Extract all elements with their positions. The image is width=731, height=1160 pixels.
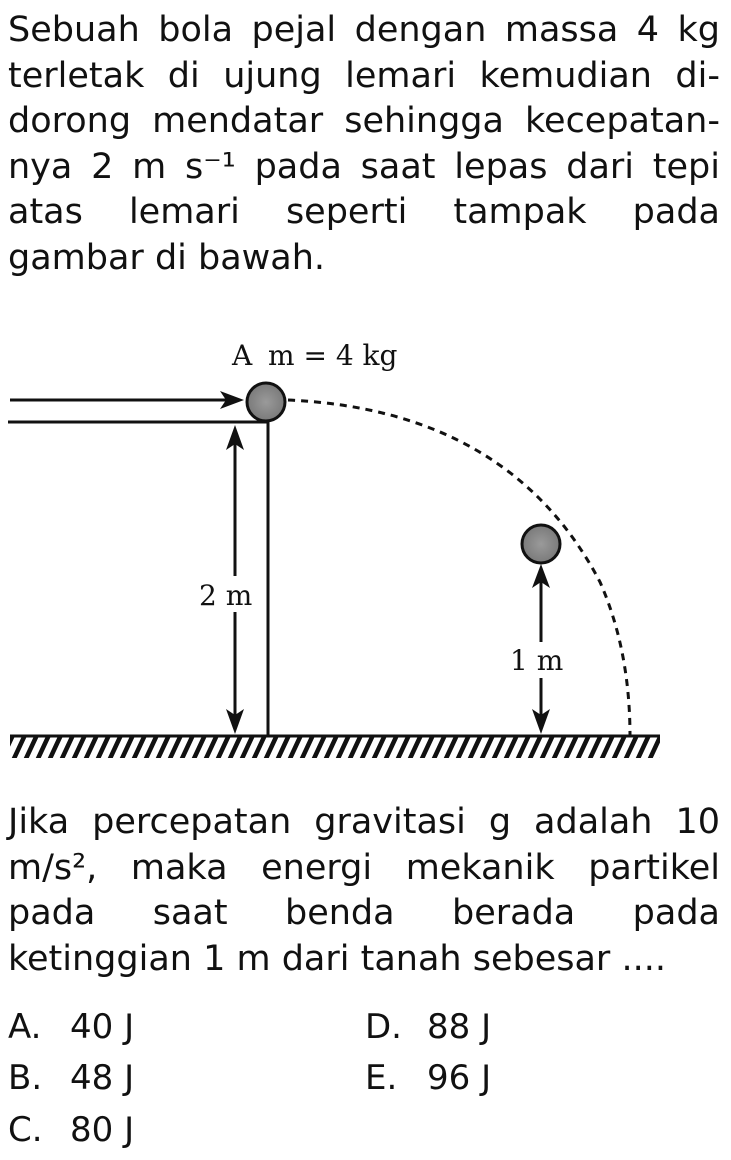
ball-at-a [247,383,285,421]
trajectory-path [288,400,630,736]
option-d[interactable] [365,1007,491,1047]
option-value: 40 J [70,1007,135,1047]
point-a-label: A [232,339,253,372]
option-b[interactable] [8,1058,134,1098]
problem-question: Jika percepatan gravitasi g adalah 10 m/s², maka energi mekanik partikel pada saat benda berada pada ketinggian 1 m dari tanah sebesar .... [8,802,720,979]
option-letter: B. [8,1058,43,1098]
ground-hatch [10,736,660,758]
option-letter: C. [8,1110,43,1150]
option-value: 88 J [427,1007,492,1047]
ball-at-1m [522,525,560,563]
option-letter: A. [8,1007,42,1047]
option-value: 96 J [427,1058,492,1098]
height-2m-label: 2 m [199,579,253,612]
option-letter: E. [365,1058,398,1098]
option-letter: D. [365,1007,402,1047]
option-value: 80 J [70,1110,135,1150]
problem-intro: Sebuah bola pejal dengan massa 4 kg terletak di ujung lemari kemudian di-dorong mendatar sehingga kecepatan-nya 2 m s⁻¹ pada saat lepas dari tepi atas lemari seperti tampak pada gambar di bawah. [8,10,720,278]
mass-label: m = 4 kg [268,339,398,372]
option-c[interactable] [8,1110,134,1150]
projectile-diagram [0,320,731,780]
option-a[interactable] [8,1007,134,1047]
option-e[interactable] [365,1058,491,1098]
option-value: 48 J [70,1058,135,1098]
height-1m-label: 1 m [510,644,564,677]
